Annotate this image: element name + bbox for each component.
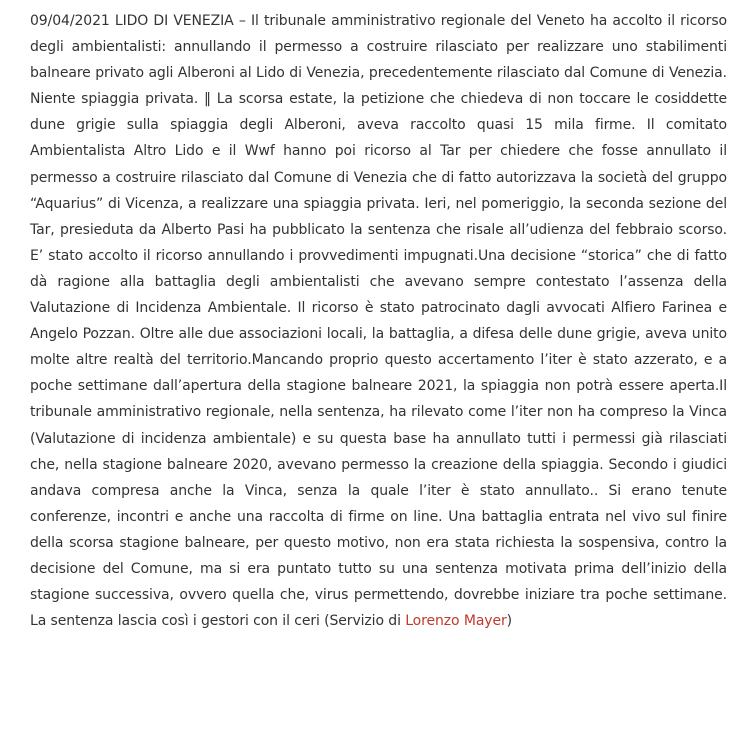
closing-parenthesis: ) <box>506 613 513 630</box>
article-text: 09/04/2021 LIDO DI VENEZIA – Il tribunale amministrativo regionale del Veneto ha accolto il ricorso degli ambientalisti: annullando il permesso a costruire rilasciato per realizzare uno stabilimenti balneare privato agli Alberoni al Lido di Venezia, precedentemente rilasciato dal Comune di Venezia. Niente spiaggia privata. ‖ La scorsa estate, la petizione che chiedeva di non toccare le cosiddette dune grigie sulla spiaggia degli Alberoni, aveva raccolto quasi 15 mila firme. Il comitato Ambientalista Altro Lido e il Wwf hanno poi ricorso al Tar per chiedere che fosse annullato il permesso a costruire rilasciato dal Comune di Venezia che di fatto autorizzava la società del gruppo “Aquarius” di Vicenza, a realizzare una spiaggia privata. Ieri, nel pomeriggio, la seconda sezione del Tar, presieduta da Alberto Pasi ha pubblicato la sentenza che risale all’udienza del febbraio scorso. E’ stato accolto il ricorso annullando i provvedimenti impugnati.Una decisione “storica” che di fatto dà ragione alla battaglia degli ambientalisti che avevano sempre contestato l’assenza della Valutazione di Incidenza Ambientale. Il ricorso è stato patrocinato dagli avvocati Alfiero Farinea e Angelo Pozzan. Oltre alle due associazioni locali, la battaglia, a difesa delle dune grigie, aveva unito molte altre realtà del territorio.Mancando proprio questo accertamento l’iter è stato azzerato, e a poche settimane dall’apertura della stagione balneare 2021, la spiaggia non potrà essere aperta.Il tribunale amministrativo regionale, nella sentenza, ha rilevato come l’iter non ha compreso la Vinca (Valutazione di incidenza ambientale) e su questa base ha annullato tutti i permessi già rilasciati che, nella stagione balneare 2020, avevano permesso la creazione della spiaggia. Secondo i giudici andava compresa anche la Vinca, senza la quale l’iter è stato annullato.. Si erano tenute conferenze, incontri e anche una raccolta di firme on line. Una battaglia entrata nel vivo sul finire della scorsa stagione balneare, per questo motivo, non era stata richiesta la sospensiva, contro la decisione del Comune, ma si era puntato tutto su una sentenza motivata prima dell’inizio della stagione successiva, ovvero quella che, virus permettendo, dovrebbe iniziare tra poche settimane. La sentenza lascia così i gestori con il ceri (Servizio di <box>30 13 727 630</box>
author-link[interactable]: Lorenzo Mayer <box>405 613 507 630</box>
article-paragraph <box>30 8 727 634</box>
